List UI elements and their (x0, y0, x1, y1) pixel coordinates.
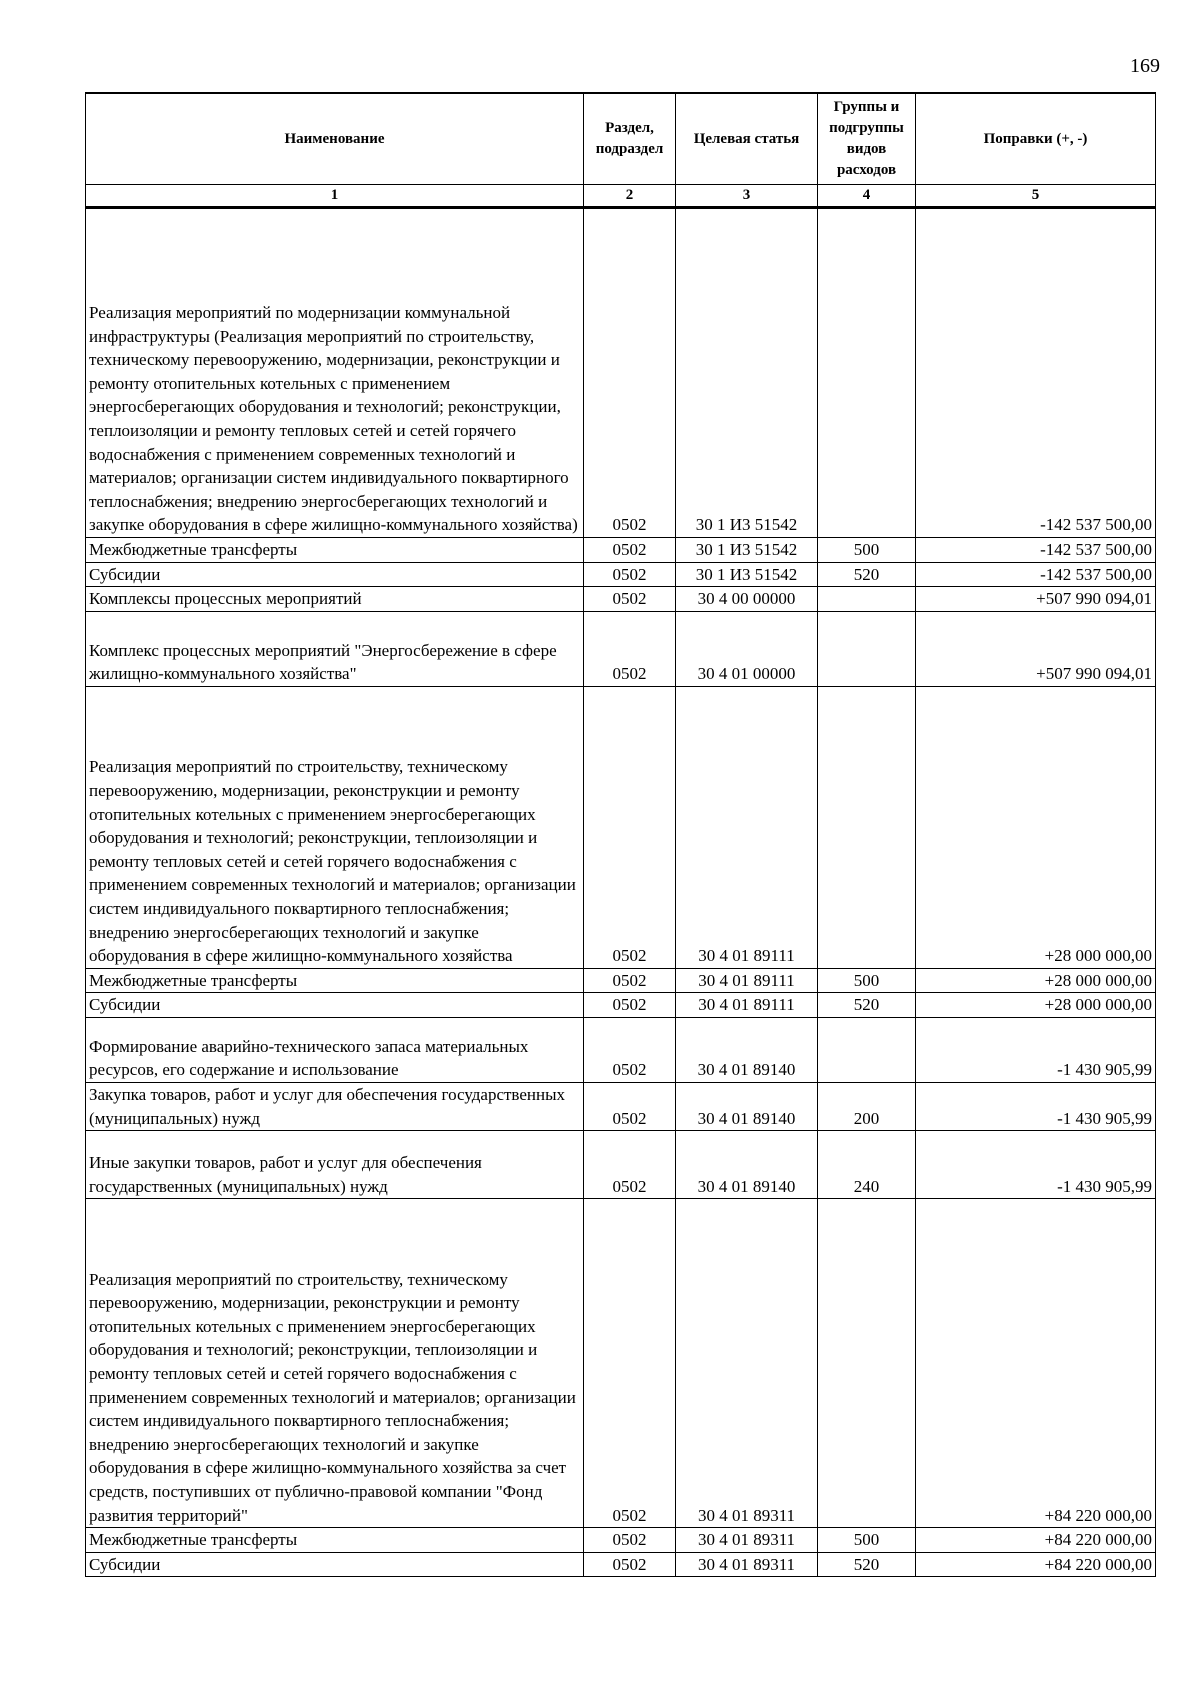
table-row (86, 562, 1156, 587)
row-group (818, 1199, 916, 1528)
row-amount: +507 990 094,01 (916, 587, 1156, 612)
row-section: 0502 (584, 993, 676, 1018)
row-article: 30 1 И3 51542 (676, 538, 818, 563)
row-name: Реализация мероприятий по строительству, техническому перевооружению, модернизации, реконструкции и ремонту отопительных котельных с применением энергосберегающих оборудования и технологий; реконструкции, теплоизоляции и ремонту тепловых сетей и сетей горячего водоснабжения с применением современных технологий и материалов; организации систем индивидуального поквартирного теплоснабжения; внедрению энергосберегающих технологий и закупке оборудования в сфере жилищно-коммунального хозяйства (86, 686, 584, 968)
row-section: 0502 (584, 587, 676, 612)
row-amount: +28 000 000,00 (916, 686, 1156, 968)
row-section: 0502 (584, 686, 676, 968)
header-name: Наименование (86, 93, 584, 185)
header-article: Целевая статья (676, 93, 818, 185)
row-article: 30 4 01 89111 (676, 993, 818, 1018)
row-article: 30 4 01 89111 (676, 686, 818, 968)
row-name: Закупка товаров, работ и услуг для обеспечения государственных (муниципальных) нужд (86, 1082, 584, 1130)
row-group (818, 686, 916, 968)
row-section: 0502 (584, 538, 676, 563)
row-group: 520 (818, 1552, 916, 1577)
table-row (86, 538, 1156, 563)
budget-amendments-table (85, 92, 1156, 1577)
row-article: 30 4 01 89140 (676, 1082, 818, 1130)
row-name: Реализация мероприятий по модернизации коммунальной инфраструктуры (Реализация мероприятий по строительству, техническому перевооружению, модернизации, реконструкции и ремонту отопительных котельных с применением энергосберегающих оборудования и технологий; реконструкции, теплоизоляции и ремонту тепловых сетей и сетей горячего водоснабжения с применением современных технологий и материалов; организации систем индивидуального поквартирного теплоснабжения; внедрению энергосберегающих технологий и закупке оборудования в сфере жилищно-коммунального хозяйства) (86, 208, 584, 538)
table-row (86, 1131, 1156, 1199)
row-amount: -1 430 905,99 (916, 1131, 1156, 1199)
row-amount: +28 000 000,00 (916, 993, 1156, 1018)
row-name: Комплексы процессных мероприятий (86, 587, 584, 612)
row-group (818, 611, 916, 686)
column-number: 2 (584, 185, 676, 208)
table-row (86, 1199, 1156, 1528)
row-group (818, 1017, 916, 1082)
row-group: 500 (818, 968, 916, 993)
row-section: 0502 (584, 611, 676, 686)
table-row (86, 1082, 1156, 1130)
row-section: 0502 (584, 1017, 676, 1082)
row-article: 30 4 00 00000 (676, 587, 818, 612)
row-amount: -142 537 500,00 (916, 208, 1156, 538)
row-group (818, 587, 916, 612)
row-amount: -142 537 500,00 (916, 538, 1156, 563)
row-name: Комплекс процессных мероприятий "Энергосбережение в сфере жилищно-коммунального хозяйства" (86, 611, 584, 686)
table-row (86, 1017, 1156, 1082)
header-amendments: Поправки (+, -) (916, 93, 1156, 185)
row-group: 200 (818, 1082, 916, 1130)
row-section: 0502 (584, 1199, 676, 1528)
column-number-row (86, 185, 1156, 208)
row-name: Реализация мероприятий по строительству, техническому перевооружению, модернизации, реконструкции и ремонту отопительных котельных с применением энергосберегающих оборудования и технологий; реконструкции, теплоизоляции и ремонту тепловых сетей и сетей горячего водоснабжения с применением современных технологий и материалов; организации систем индивидуального поквартирного теплоснабжения; внедрению энергосберегающих технологий и закупке оборудования в сфере жилищно-коммунального хозяйства за счет средств, поступивших от публично-правовой компании "Фонд развития территорий" (86, 1199, 584, 1528)
table-row (86, 968, 1156, 993)
row-section: 0502 (584, 562, 676, 587)
row-amount: +84 220 000,00 (916, 1528, 1156, 1553)
row-section: 0502 (584, 1552, 676, 1577)
row-article: 30 4 01 00000 (676, 611, 818, 686)
row-section: 0502 (584, 1131, 676, 1199)
table-row (86, 587, 1156, 612)
row-article: 30 4 01 89140 (676, 1131, 818, 1199)
row-name: Межбюджетные трансферты (86, 968, 584, 993)
header-groups: Группы и подгруппы видов расходов (818, 93, 916, 185)
table-row (86, 611, 1156, 686)
column-number: 1 (86, 185, 584, 208)
row-section: 0502 (584, 968, 676, 993)
table-row (86, 686, 1156, 968)
row-amount: +84 220 000,00 (916, 1552, 1156, 1577)
row-group: 500 (818, 538, 916, 563)
row-section: 0502 (584, 208, 676, 538)
page-number: 169 (1130, 55, 1160, 77)
row-section: 0502 (584, 1082, 676, 1130)
table-row (86, 1528, 1156, 1553)
row-name: Субсидии (86, 1552, 584, 1577)
column-number: 4 (818, 185, 916, 208)
row-amount: +507 990 094,01 (916, 611, 1156, 686)
row-article: 30 4 01 89140 (676, 1017, 818, 1082)
row-group: 520 (818, 562, 916, 587)
row-article: 30 4 01 89111 (676, 968, 818, 993)
row-article: 30 1 И3 51542 (676, 208, 818, 538)
row-group: 240 (818, 1131, 916, 1199)
table-row (86, 1552, 1156, 1577)
table-row (86, 993, 1156, 1018)
row-group (818, 208, 916, 538)
row-amount: -1 430 905,99 (916, 1082, 1156, 1130)
row-name: Формирование аварийно-технического запаса материальных ресурсов, его содержание и использование (86, 1017, 584, 1082)
column-number: 5 (916, 185, 1156, 208)
table-row (86, 208, 1156, 538)
row-amount: -1 430 905,99 (916, 1017, 1156, 1082)
row-article: 30 4 01 89311 (676, 1528, 818, 1553)
column-number: 3 (676, 185, 818, 208)
row-name: Субсидии (86, 993, 584, 1018)
row-amount: +84 220 000,00 (916, 1199, 1156, 1528)
row-group: 520 (818, 993, 916, 1018)
row-group: 500 (818, 1528, 916, 1553)
row-name: Межбюджетные трансферты (86, 1528, 584, 1553)
row-amount: -142 537 500,00 (916, 562, 1156, 587)
row-name: Межбюджетные трансферты (86, 538, 584, 563)
row-name: Иные закупки товаров, работ и услуг для обеспечения государственных (муниципальных) нужд (86, 1131, 584, 1199)
header-section: Раздел, подраздел (584, 93, 676, 185)
table-header-row (86, 93, 1156, 185)
row-article: 30 4 01 89311 (676, 1199, 818, 1528)
row-section: 0502 (584, 1528, 676, 1553)
row-article: 30 1 И3 51542 (676, 562, 818, 587)
row-name: Субсидии (86, 562, 584, 587)
row-amount: +28 000 000,00 (916, 968, 1156, 993)
row-article: 30 4 01 89311 (676, 1552, 818, 1577)
